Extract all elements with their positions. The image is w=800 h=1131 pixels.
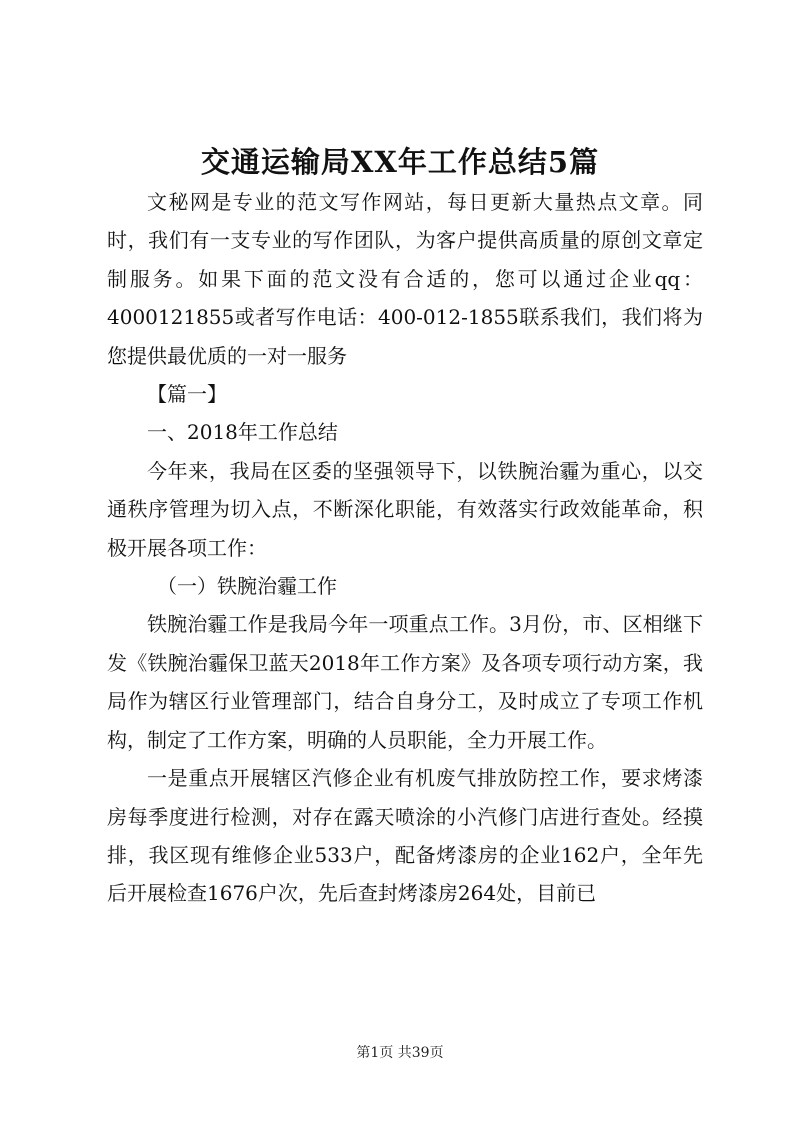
body-paragraph: 铁腕治霾工作是我局今年一项重点工作。3月份，市、区相继下发《铁腕治霾保卫蓝天2018年工作方案》及各项专项行动方案，我局作为辖区行业管理部门，结合自身分工，及时成立了专项工作机构，制定了工作方案，明确的人员职能，全力开展工作。 [107,612,703,752]
section-marker: 【篇一】 [147,382,227,407]
body-paragraph: 今年来，我局在区委的坚强领导下，以铁腕治霾为重心，以交通秩序管理为切入点，不断深化职能，有效落实行政效能革命，积极开展各项工作： [107,458,703,560]
document-body [107,183,703,913]
document-title: 交通运输局XX年工作总结5篇 [200,145,600,179]
body-paragraph: 一是重点开展辖区汽修企业有机废气排放防控工作，要求烤漆房每季度进行检测，对存在露天喷涂的小汽修门店进行查处。经摸排，我区现有维修企业533户，配备烤漆房的企业162户，全年先后开展检查1676户次，先后查封烤漆房264处，目前已 [107,766,703,906]
section-heading: 一、2018年工作总结 [147,420,338,445]
page-footer: 第1页 共39页 [356,1045,444,1061]
subsection-heading: （一）铁腕治霾工作 [157,574,337,599]
intro-paragraph: 文秘网是专业的范文写作网站，每日更新大量热点文章。同时，我们有一支专业的写作团队，为客户提供高质量的原创文章定制服务。如果下面的范文没有合适的，您可以通过企业qq：4000121855或者写作电话：400-012-1855联系我们，我们将为您提供最优质的一对一服务 [107,190,703,368]
